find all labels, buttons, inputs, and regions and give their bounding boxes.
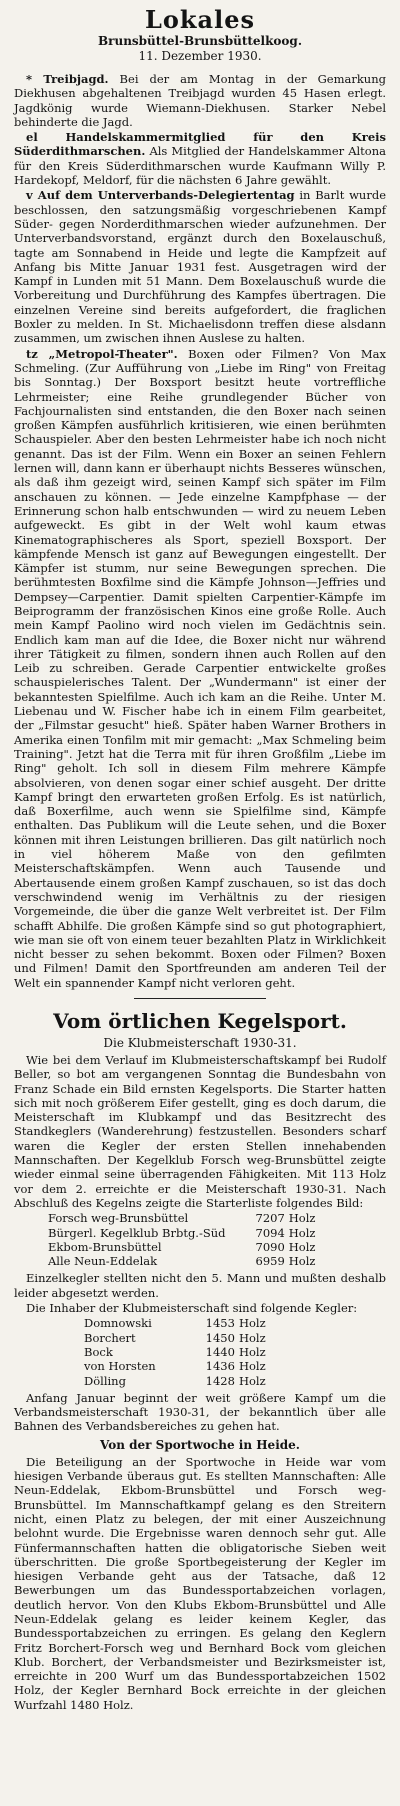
section-divider [134, 998, 266, 999]
kegler-name: Dölling [84, 1373, 126, 1388]
paragraph-text: Boxen oder Filmen? Von Max Schmeling. (Zur Aufführung von „Liebe im Ring" von Freitag bis Sonntag.) Der Boxsport besitzt heute vortreffliche Lehrmeister; eine Reihe grundlegender Bücher von Fachjournalisten sind entstanden, die den Boxer nach seinen großen Kämpfen ausführlich kritisieren, wie einen berühmten Schauspieler. Aber den besten Lehrmeister habe ich noch nicht genannt. Das ist der Film. Wenn ein Boxer an seinen Fehlern lernen will, dann kann er überhaupt nichts Besseres wünschen, als daß ihm gezeigt wird, seinen Kampf sich später im Film anschauen zu können. — Jede einzelne Kampfphase — der Erinnerung schon halb entschwunden — wird zu neuem Leben aufgeweckt. Es gibt in der Welt wohl kaum etwas Kinematographischeres als Sport, speziell Boxsport. Der kämpfende Mensch ist ganz auf Bewegungen eingestellt. Der Kämpfer ist stumm, nur seine Bewegungen sprechen. Die berühmtesten Boxfilme sind die Kämpfe Johnson—Jeffries und Dempsey—Carpentier. Damit spielten Carpentier-Kämpfe im Beiprogramm der französischen Kinos eine große Rolle. Auch mein Kampf Paolino wird noch vielen im Gedächtnis sein. Endlich kam man auf die Idee, die Boxer nicht nur während ihrer Tätigkeit zu filmen, sondern ihnen auch Rollen auf den Leib zu schreiben. Gerade Carpentier entwickelte großes schauspielerisches Talent. Der „Wundermann" ist einer der bekanntesten Spielfilme. Auch ich kam an die Reihe. Unter M. Liebenau und W. Fischer habe ich in einem Film gearbeitet, der „Filmstar gesucht" hieß. Später haben Warner Brothers in Amerika einen Tonfilm mit mir gemacht: „Max Schmeling beim Training". Jetzt hat die Terra mit für ihren Großfilm „Liebe im Ring" geholt. Ich soll in diesem Film mehrere Kämpfe absolvieren, von denen sogar einer schief ausgeht. Der dritte Kampf bringt den erwarteten großen Erfolg. Es ist natürlich, daß Boxerfilme, auch wenn sie Spielfilme sind, Kämpfe enthalten. Das Publikum will die Leute sehen, und die Boxer können mit ihren Leistungen brillieren. Das gilt natürlich noch in viel höherem Maße von den gefilmten Meisterschaftskämpfen. Wenn auch Tausende und Abertausende einem großen Kampf zuschauen, so ist das doch verschwindend wenig im Verhältnis zu der riesigen Vorgemeinde, die über die ganze Welt verbreitet ist. Der Film schafft Abhilfe. Die großen Kämpfe sind so gut photographiert, wie man sie oft von einem teuer bezahlten Platz in Wirklichkeit nicht besser zu sehen bekommt. Boxen oder Filmen? Boxen und Filmen! Damit den Sportfreunden am anderen Teil der Welt ein spannender Kampf nicht verloren geht. [14, 346, 386, 990]
team-name: Bürgerl. Kegelklub Brbtg.-Süd [48, 1225, 226, 1240]
paragraph-text: in Barlt wurde beschlossen, den satzungsmäßig vorgeschriebenen Kampf Süder- gegen Norderdithmarschen wieder aufzunehmen. Der Unterverbandsvorstand, ergänzt durch den Boxelauschuß, tagte am Sonnabend in Heide und legte die Kampfzeit auf Anfang bis Mitte Januar 1931 fest. Ausgetragen wird der Kampf in Lunden mit 51 Mann. Dem Boxelauschuß wurde die Vorbereitung und Durchführung des Kampfes übertragen. Die einzelnen Vereine sind bereits aufgefordert, die fraglichen Boxler zu melden. In St. Michaelisdonn treffen diese alsdann zusammen, um zwischen ihnen Auslese zu halten. [14, 188, 386, 346]
score-unit: Holz [288, 1239, 316, 1254]
kegel-outro: Anfang Januar beginnt der weit größere Kampf um die Verbandsmeisterschaft 1930-31, der bekanntlich über alle Bahnen des Verbandsbereiches zu gehen hat. [14, 1390, 386, 1434]
paragraph-text: Als Mitglied der Handelskammer Altona für den Kreis Süderdithmarschen wurde Kaufmann Willy P. Hardekopf, Meldorf, für die nächsten 6 Jahre gewählt. [14, 144, 386, 188]
table-row [84, 1316, 270, 1330]
score-unit: Holz [288, 1254, 316, 1269]
masthead: Lokales [145, 5, 255, 34]
kegler-score: 1453 [205, 1316, 235, 1331]
kegler-name: Domnowski [84, 1316, 152, 1331]
score-unit: Holz [238, 1316, 266, 1331]
paragraph-lead: * Treibjagd. [26, 72, 109, 86]
kegelsport-section [14, 1008, 386, 1712]
sub-heading: Von der Sportwoche in Heide. [100, 1437, 300, 1452]
table-row [84, 1345, 270, 1359]
table-row [84, 1331, 270, 1345]
kegler-score: 1450 [205, 1330, 235, 1345]
kegel-middle: Einzelkegler stellten nicht den 5. Mann und mußten deshalb leider abgesetzt werden. [14, 1271, 386, 1300]
table-row [48, 1226, 319, 1240]
score-unit: Holz [238, 1373, 266, 1388]
kegel-middle2: Die Inhaber der Klubmeisterschaft sind folgende Kegler: [26, 1301, 358, 1316]
standings-table [48, 1211, 319, 1268]
table-row [48, 1240, 319, 1254]
paragraph-lead: v Auf dem Unterverbands-Delegiertentag [26, 188, 295, 203]
team-score: 7090 [255, 1239, 285, 1254]
team-score: 7094 [255, 1225, 285, 1240]
table-row [48, 1211, 319, 1225]
paragraph-text: Bei der am Montag in der Gemarkung Diekhusen abgehaltenen Treibjagd wurden 45 Hasen erlegt. Jagdkönig wurde Wiemann-Diekhusen. Starker Nebel behinderte die Jagd. [14, 72, 386, 129]
paragraph-lead: tz „Metropol-Theater". [26, 346, 178, 361]
score-unit: Holz [238, 1330, 266, 1345]
kegel-final: Die Beteiligung an der Sportwoche in Heide war vom hiesigen Verbande überaus gut. Es stellten Mannschaften: Alle Neun-Eddelak, Ekbom-Brunsbüttel und Forsch weg-Brunsbüttel. Im Mannschaftkampf gelang es den Streitern nicht, einen Platz zu belegen, der mit einer Auszeichnung belohnt wurde. Die Ergebnisse waren dennoch sehr gut. Alle Fünfermannschaften hatten die obligatorische Sieben weit überschritten. Die große Sportbegeisterung der Kegler im hiesigen Verbande geht aus der Tatsache, daß 12 Bewerbungen um das Bundessportabzeichen vorlagen, deutlich hervor. Von den Klubs Ekbom-Brunsbüttel und Alle Neun-Eddelak gelang es leider keinem Kegler, das Bundessportabzeichen zu erringen. Es gelang den Keglern Fritz Borchert-Forsch weg und Bernhard Bock vom gleichen Klub. Borchert, der Verbandsmeister und Bezirksmeister ist, erreichte in 200 Wurf um das Bundessportabzeichen 1502 Holz, der Kegler Bernhard Bock erreichte in der gleichen Wurfzahl 1480 Holz. [14, 1454, 386, 1712]
section-title: Vom örtlichen Kegelsport. [53, 1009, 347, 1033]
kegler-table [84, 1316, 270, 1387]
kegler-score: 1436 [205, 1359, 235, 1374]
issue-date: 11. Dezember 1930. [138, 49, 262, 63]
paragraph-lead: el Handelskammermitglied für den Kreis Süderdithmarschen. [14, 130, 386, 159]
kegel-intro: Wie bei dem Verlauf im Klubmeisterschaftskampf bei Rudolf Beller, so bot am vergangenen Sonntag die Bundesbahn von Franz Schade ein Bild ernsten Kegelsports. Die Starter hatten sich mit noch größerem Eifer gestellt, ging es doch darum, die Meisterschaft im Klubkampf und das Besitzrecht des Standkeglers (Wanderehrung) festzustellen. Besonders scharf waren die Kegler der ersten Stellen innehabenden Mannschaften. Der Kegelklub Forsch weg-Brunsbüttel zeigte wieder einmal seine überragenden Fähigkeiten. Mit 113 Holz vor dem 2. erreichte er die Meisterschaft 1930-31. Nach Abschluß des Kegelns zeigte die Starterliste folgendes Bild: [14, 1053, 386, 1210]
news-paragraph [14, 347, 386, 990]
news-paragraph [14, 188, 386, 345]
kegler-score: 1428 [205, 1373, 235, 1388]
score-unit: Holz [288, 1211, 316, 1226]
team-score: 7207 [255, 1211, 285, 1226]
team-name: Ekbom-Brunsbüttel [48, 1239, 162, 1254]
kegler-name: von Horsten [84, 1359, 156, 1374]
score-unit: Holz [238, 1344, 266, 1359]
dateline: Brunsbüttel-Brunsbüttelkoog. [98, 34, 302, 48]
kegler-name: Borchert [84, 1330, 136, 1345]
table-row [84, 1374, 270, 1388]
section-subtitle: Die Klubmeisterschaft 1930-31. [103, 1036, 297, 1050]
score-unit: Holz [288, 1225, 316, 1240]
news-paragraph [14, 72, 386, 129]
table-row [48, 1254, 319, 1268]
score-unit: Holz [238, 1359, 266, 1374]
local-news-section [14, 72, 386, 990]
kegler-name: Bock [84, 1344, 113, 1359]
team-name: Alle Neun-Eddelak [48, 1254, 158, 1269]
news-paragraph [14, 130, 386, 187]
team-score: 6959 [255, 1254, 285, 1269]
table-row [84, 1359, 270, 1373]
kegler-score: 1440 [205, 1344, 235, 1359]
team-name: Forsch weg-Brunsbüttel [48, 1211, 189, 1226]
